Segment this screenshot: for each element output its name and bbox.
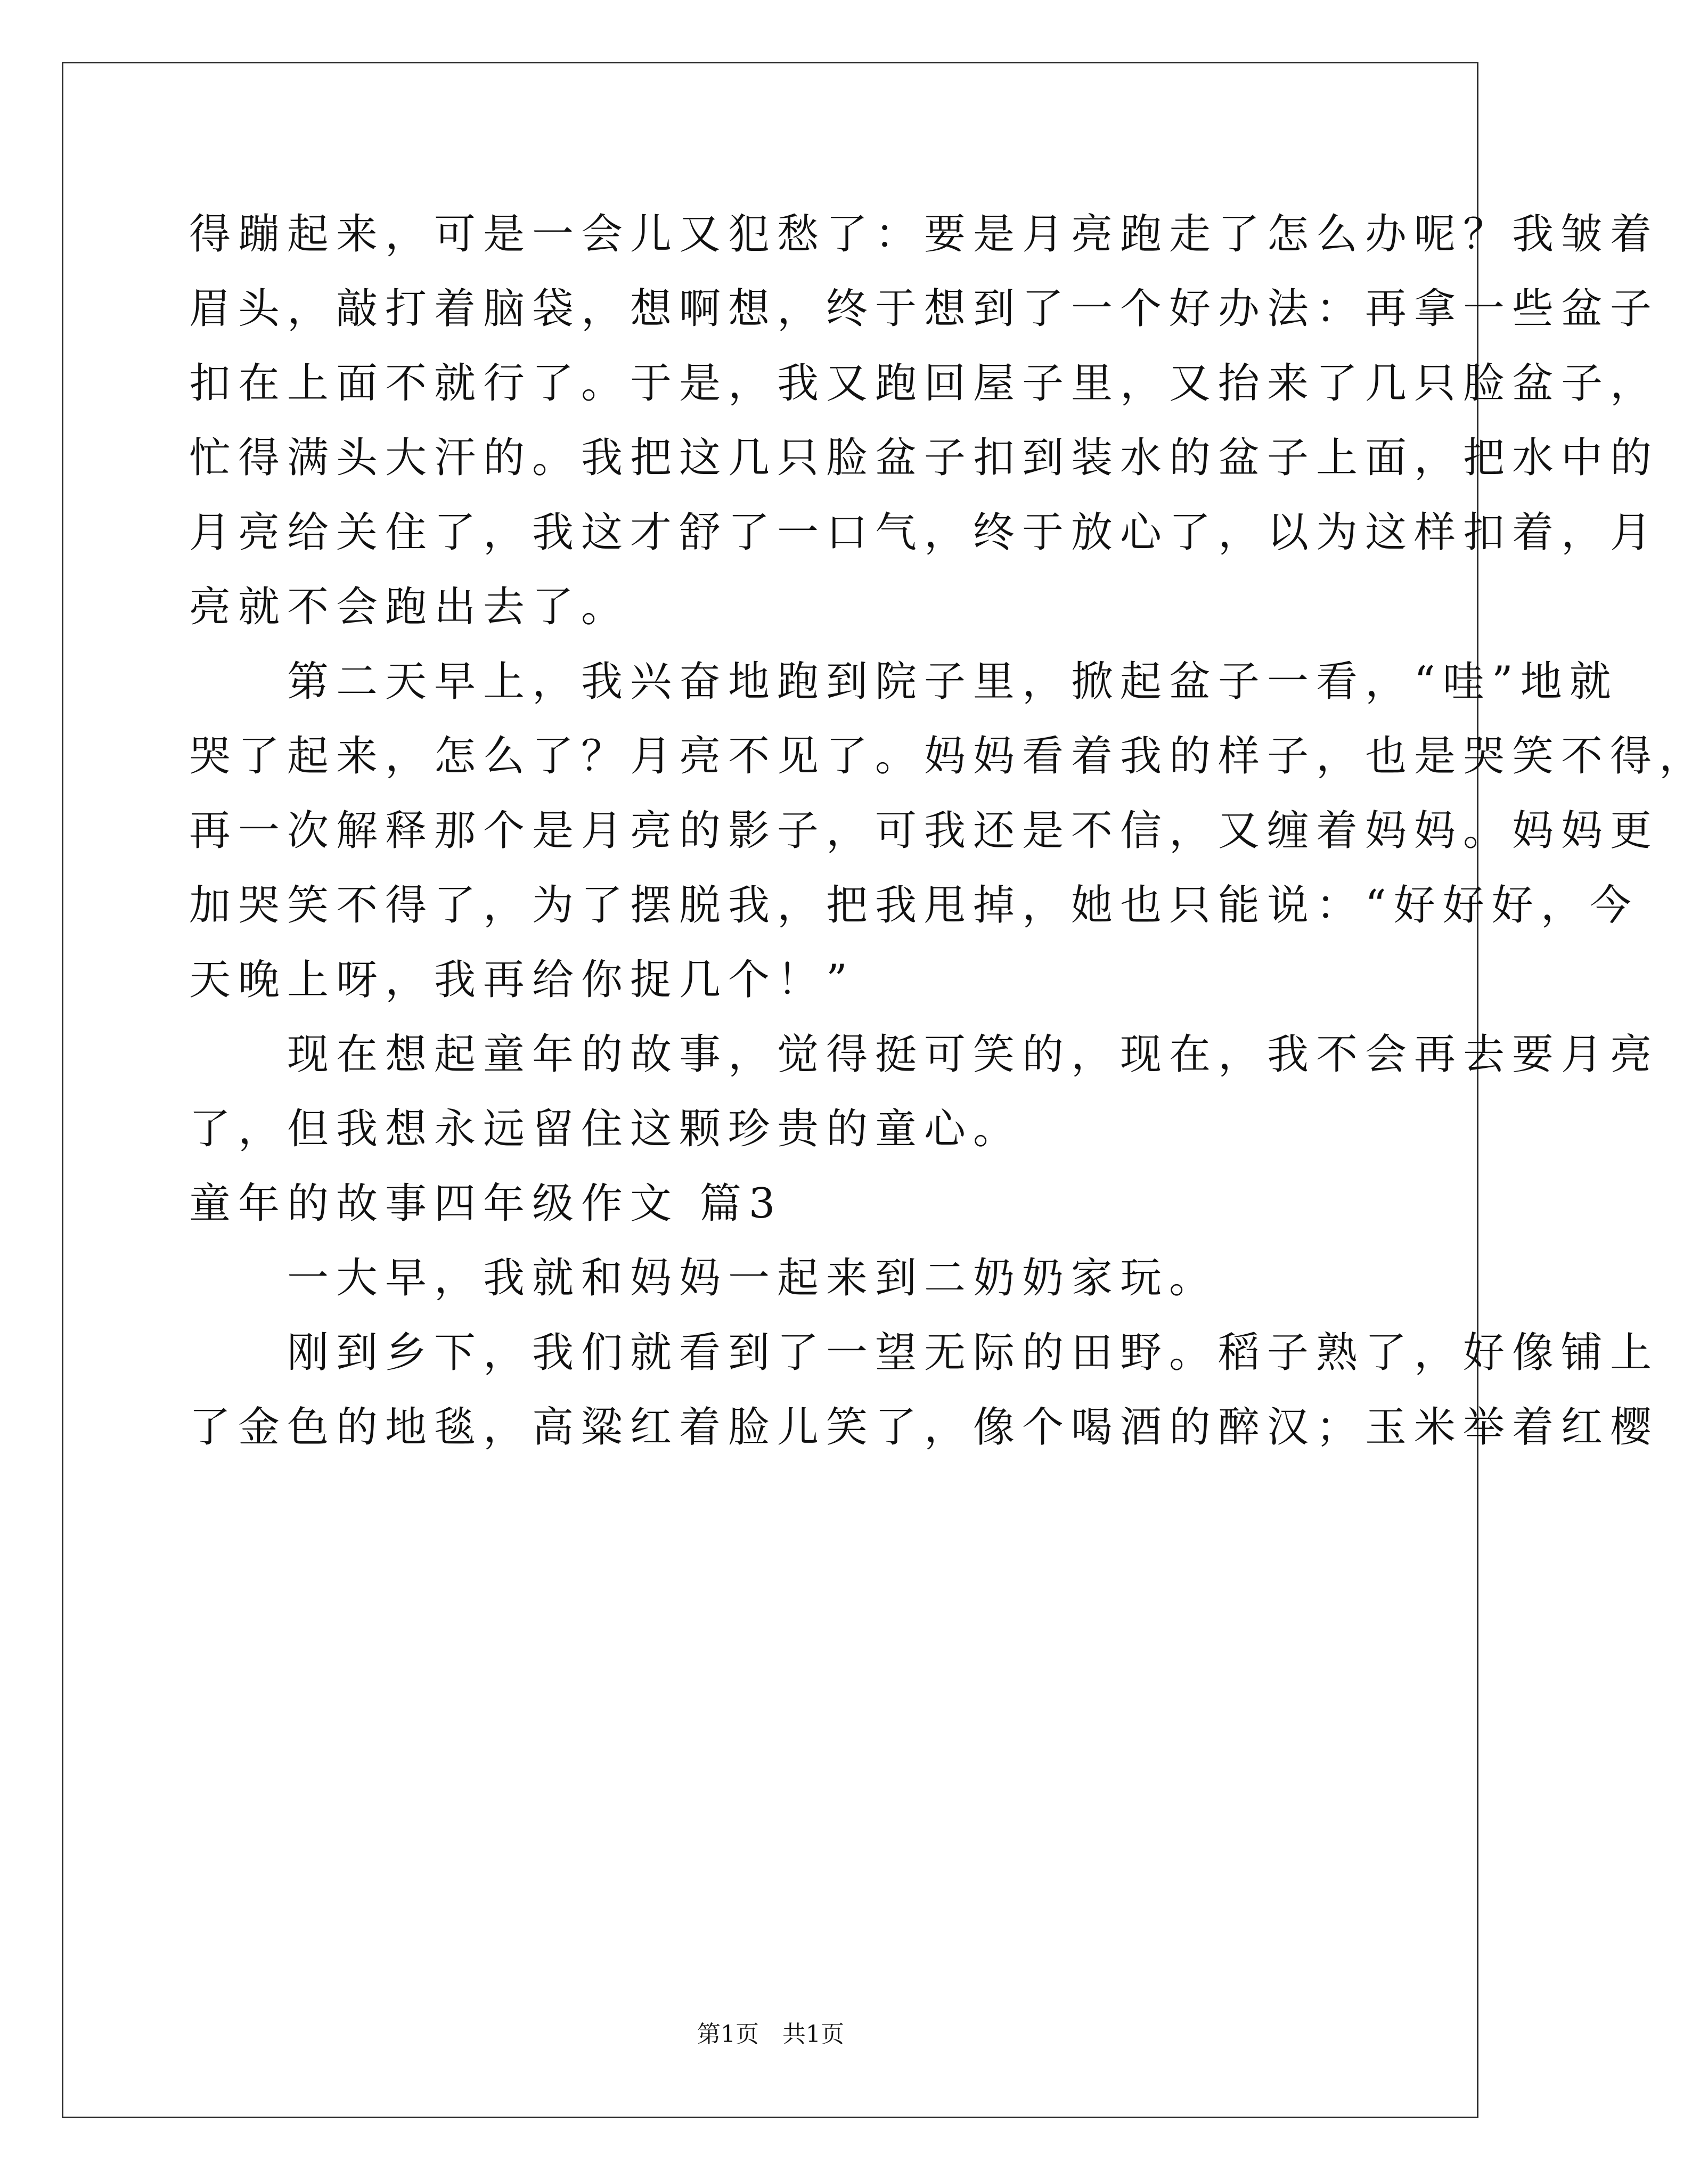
text-line: 眉头，敲打着脑袋，想啊想，终于想到了一个好办法：再拿一些盆子 [189, 285, 1660, 333]
text-line: 天晚上呀，我再给你捉几个！” [189, 956, 855, 1004]
text-line: 月亮给关住了，我这才舒了一口气，终于放心了，以为这样扣着，月 [189, 509, 1660, 557]
text-line: 刚到乡下，我们就看到了一望无际的田野。稻子熟了，好像铺上 [189, 1329, 1660, 1377]
text-line: 得蹦起来，可是一会儿又犯愁了：要是月亮跑走了怎么办呢？我皱着 [189, 210, 1660, 258]
section-heading: 童年的故事四年级作文 篇3 [189, 1180, 783, 1228]
text-line: 现在想起童年的故事，觉得挺可笑的，现在，我不会再去要月亮 [189, 1031, 1660, 1079]
text-line: 扣在上面不就行了。于是，我又跑回屋子里，又抬来了几只脸盆子， [189, 360, 1660, 407]
text-line: 了金色的地毯，高粱红着脸儿笑了，像个喝酒的醉汉；玉米举着红樱 [189, 1403, 1660, 1451]
text-line: 加哭笑不得了，为了摆脱我，把我甩掉，她也只能说：“好好好，今 [189, 881, 1639, 929]
text-line: 亮就不会跑出去了。 [189, 583, 631, 631]
text-line: 一大早，我就和妈妈一起来到二奶奶家玩。 [189, 1254, 1219, 1302]
text-line: 哭了起来，怎么了？月亮不见了。妈妈看着我的样子，也是哭笑不得， [189, 732, 1708, 780]
text-line: 第二天早上，我兴奋地跑到院子里，掀起盆子一看，“哇”地就 [189, 658, 1619, 706]
text-line: 忙得满头大汗的。我把这几只脸盆子扣到装水的盆子上面，把水中的 [189, 434, 1660, 482]
text-line: 了，但我想永远留住这颗珍贵的童心。 [189, 1105, 1023, 1153]
text-line: 再一次解释那个是月亮的影子，可我还是不信，又缠着妈妈。妈妈更 [189, 807, 1660, 855]
document-body [189, 197, 1708, 1465]
page-footer: 第1页 共1页 [697, 2021, 844, 2048]
